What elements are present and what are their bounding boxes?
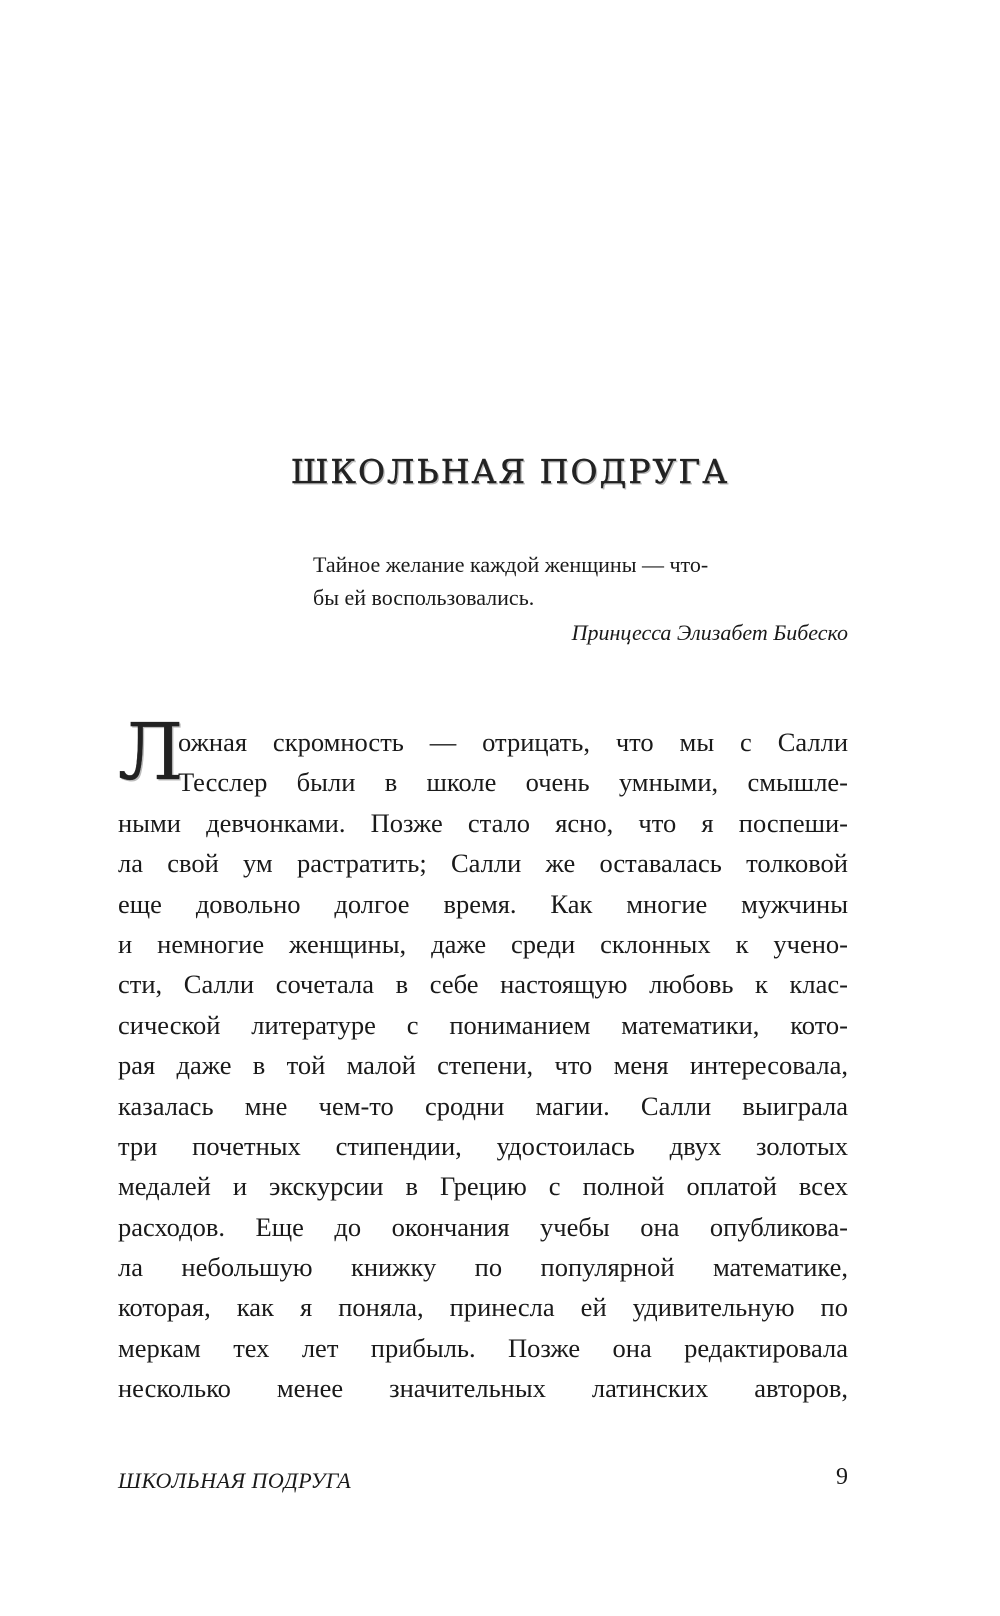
- drop-cap-letter: Л: [118, 708, 184, 798]
- body-line: ла свой ум растратить; Салли же оставалась толковой: [118, 848, 848, 879]
- epigraph-line: бы ей воспользовались.: [313, 585, 535, 610]
- body-line: сической литературе с пониманием математики, кото-: [118, 1009, 848, 1040]
- page-number: 9: [836, 1464, 848, 1490]
- chapter-title: ШКОЛЬНАЯ ПОДРУГА: [290, 452, 730, 491]
- body-line: ными девчонками. Позже стало ясно, что я поспеши-: [118, 807, 848, 838]
- body-line: ожная скромность — отрицать, что мы с Салли: [178, 727, 848, 757]
- body-line: казалась мне чем-то сродни магии. Салли выиграла: [118, 1090, 848, 1121]
- epigraph-author: Принцесса Элизабет Бибеско: [571, 620, 848, 645]
- body-line: которая, как я поняла, принесла ей удивительную по: [118, 1292, 848, 1323]
- epigraph-quote: [313, 548, 848, 614]
- epigraph-line: Тайное желание каждой женщины — что-: [313, 552, 709, 577]
- body-line: и немногие женщины, даже среди склонных к учено-: [118, 928, 848, 959]
- body-line: рая даже в той малой степени, что меня интересовала,: [118, 1050, 848, 1081]
- body-line: Тесслер были в школе очень умными, смышле-: [178, 767, 848, 798]
- body-line: несколько менее значительных латинских авторов,: [118, 1373, 848, 1404]
- body-line: меркам тех лет прибыль. Позже она редактировала: [118, 1332, 848, 1363]
- body-text: [118, 722, 848, 1409]
- body-line: ла небольшую книжку по популярной математике,: [118, 1252, 848, 1283]
- body-line: три почетных стипендии, удостоилась двух золотых: [118, 1130, 848, 1161]
- running-title: ШКОЛЬНАЯ ПОДРУГА: [118, 1468, 352, 1493]
- body-line: медалей и экскурсии в Грецию с полной оплатой всех: [118, 1171, 848, 1202]
- body-line: расходов. Еще до окончания учебы она опубликова-: [118, 1211, 848, 1242]
- body-line: сти, Салли сочетала в себе настоящую любовь к клас-: [118, 969, 848, 1000]
- body-line: еще довольно долгое время. Как многие мужчины: [118, 888, 848, 919]
